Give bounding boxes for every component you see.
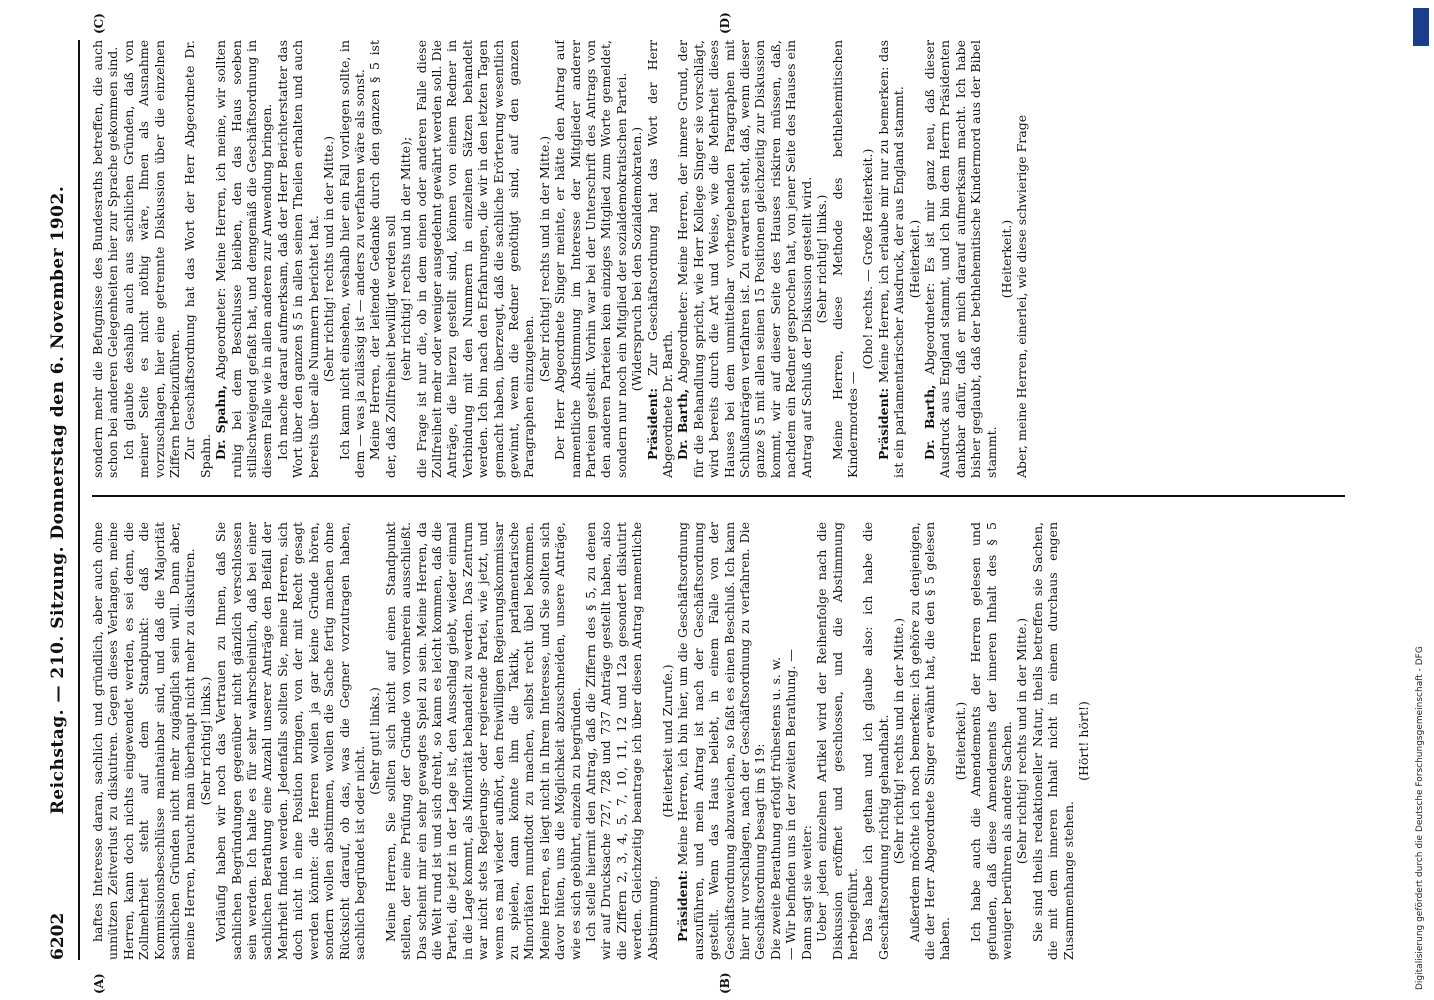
- paragraph: Ich stelle hiermit den Antrag, daß die Ziffern des § 5, zu denen wir auf Drucksache 727, 728 und 737 Anträge gestellt haben, also die Ziffern 2, 3, 4, 5, 7, 10, 11, 12 und 12a gesondert diskutirt werden. Gleichzeitig beantrage ich über diesen Antrag namentliche Abstimmung.: [583, 522, 660, 960]
- paragraph: Ich habe auch die Amendements der Herren gelesen und gefunden, daß diese Amendements der inneren Inhalt des § 5 weniger berühren als andere Sachen.: [968, 522, 1014, 960]
- paragraph: Ich kann nicht einsehen, weshalb hier ein Fall vorliegen sollte, in dem — was ja zulässig ist — anders zu verfahren wäre als sonst.: [336, 40, 367, 478]
- paragraph: Meine Herren, diese Methode des bethlehemitischen Kindermordes —: [829, 40, 860, 478]
- interjection-line: (Sehr richtig! rechts und in der Mitte.): [1014, 617, 1030, 865]
- paragraph: Der Herr Abgeordnete Singer meinte, er hätte den Antrag auf namentliche Abstimmung im Interesse der Mitglieder anderer Parteien gestellt. Vorhin war bei der Unterschrift des Antrags von den anderen Parteien kein einziges Mitglied zum Worte gemeldet, sondern nur noch ein Mitglied der sozialdemokratischen Partei.: [552, 40, 629, 478]
- margin-marker-a: (A): [92, 973, 106, 994]
- paragraph: Dr. Barth, Abgeordneter: Es ist mir ganz neu, daß dieser Ausdruck aus England stammt, und ich bin dem Herrn Präsidenten dankbar dafür, daß er mich darauf aufmerksam macht. Ich habe bisher geglaubt, daß der bethlehemitische Kindermord aus der Bibel stammt.: [921, 40, 999, 478]
- column-divider: [92, 495, 1345, 497]
- interjection-line: (Sehr richtig! rechts und in der Mitte.): [321, 135, 337, 383]
- paragraph: haftes Interesse daran, sachlich und gründlich, aber auch ohne unnützen Zeitverlust zu diskutiren. Gegen dieses Verlangen, meine Herren, kann doch nichts eingewendet werden, es sei denn, die Zollmehrheit steht auf dem Standpunkt: daß die Kommissionsbeschlüsse maintainbar sind, und daß die Majorität sachlichen Gründen nicht mehr zugänglich sein will. Dann aber, meine Herren, braucht man überhaupt nicht mehr zu diskutiren.: [90, 522, 198, 960]
- paragraph: Vorläufig haben wir noch das Vertrauen zu Ihnen, daß Sie sachlichen Begründungen gegenüber nicht gänzlich verschlossen sein werden. Ich halte es für sehr wahrscheinlich, daß bei einer sachlichen Berathung eine Anzahl unserer Anträge den Beifall der Mehrheit finden werden. Jedenfalls sollten Sie, meine Herren, sich doch nicht in eine Position bringen, von der mit Recht gesagt werden könnte: die Herren wollen ja gar keine Gründe hören, sondern wollen abstimmen, wollen die Sache fertig machen ohne Rücksicht darauf, ob das, was die Gegner vorzutragen haben, sachlich begründet ist oder nicht.: [213, 522, 367, 960]
- paragraph: Ich mache darauf aufmerksam, daß der Herr Berichterstatter das Wort über den ganzen § 5 in allen seinen Theilen erhalten und auch bereits über alle Nummern berichtet hat.: [274, 40, 321, 478]
- digitization-watermark: [1410, 10, 1430, 990]
- paragraph: sondern mehr die Befugnisse des Bundesraths betreffen, die auch schon bei anderen Gelegenheiten hier zur Sprache gekommen sind.: [90, 40, 121, 478]
- interjection-line: (Sehr richtig! links.): [814, 194, 830, 324]
- interjection-line: (Widerspruch bei den Sozialdemokraten.): [629, 126, 645, 392]
- paragraph: Die zweite Berathung erfolgt frühestens u. s. w.: [767, 656, 783, 960]
- paragraph: Dr. Barth, Abgeordneter: Meine Herren, der innere Grund, der für die Behandlung spricht, wie Herr Kollege Singer sie vorschlägt, wird bereits durch die Art und Weise, wie die Mehrheit dieses Hauses bei dem unmittelbar vorhergehenden Paragraphen mit Schlußanträgen verfahren ist. Zu erwarten steht, daß, wenn dieser ganze § 5 mit allen seinen 15 Positionen gleichzeitig zur Diskussion kommt, wir auf dieser Seite des Hauses riskiren müssen, daß, nachdem ein Redner gesprochen hat, von jener Seite des Hauses ein Antrag auf Schluß der Diskussion gestellt wird.: [675, 40, 814, 478]
- interjection-line: (sehr richtig! rechts und in der Mitte);: [398, 136, 414, 382]
- margin-marker-d: (D): [718, 12, 732, 34]
- paragraph: die Frage ist nur die, ob in dem einen oder anderen Falle diese Zollfreiheit mehr oder weniger ausgedehnt gewährt werden soll. Die Anträge, die hierzu gestellt sind, können von einem Redner in Verbindung mit den Nummern in einzelnen Sätzen behandelt werden. Ich bin nach den Erfahrungen, die wir in den letzten Tagen gemacht haben, überzeugt, daß die sachliche Erörterung wesentlich gewinnt, wenn die Redner genöthigt sind, auf den ganzen Paragraphen einzugehen.: [413, 40, 537, 478]
- left-text-column: [90, 522, 1345, 960]
- interjection-line: (Sehr richtig! rechts und in der Mitte.): [536, 135, 552, 383]
- paragraph: Dr. Spahn, Abgeordneter: Meine Herren, ich meine, wir sollten ruhig bei dem Beschlusse bleiben, den das Haus soeben stillschweigend gefaßt hat, und demgemäß die Geschäftsordnung in diesem Falle wie in allen anderen zur Anwendung bringen.: [213, 40, 275, 478]
- paragraph: Ich glaubte deshalb auch aus sachlichen Gründen, daß von meiner Seite es nicht nöthig wäre, Ihnen als Ausnahme vorzuschlagen, hier eine getrennte Diskussion über die einzelnen Ziffern herbeizuführen.: [120, 40, 183, 478]
- paragraph: Aber, meine Herren, einerlei, wie diese schwierige Frage: [1014, 114, 1030, 478]
- page-number: 6202: [48, 912, 68, 960]
- page-header: [40, 40, 74, 960]
- margin-marker-b: (B): [718, 972, 732, 994]
- interjection-line: (Sehr gut! links.): [367, 687, 383, 795]
- interjection-line: (Sehr richtig! links.): [197, 676, 213, 806]
- paragraph: Präsident: Meine Herren, ich bin hier, um die Geschäftsordnung auszuführen, und mein Antrag ist nach der Geschäftsordnung gestellt. Wenn das Haus beliebt, in einem Falle von der Geschäftsordnung abzuweichen, so faßt es einen Beschluß. Ich kann hier nur vorschlagen, nach der Geschäftsordnung zu verfahren. Die Geschäftsordnung besagt im § 19:: [675, 522, 768, 960]
- interjection-line: (Heiterkeit.): [952, 701, 968, 781]
- paragraph: Ueber jeden einzelnen Artikel wird der Reihenfolge nach die Diskussion eröffnet und geschlossen, und die Abstimmung herbeigeführt.: [814, 522, 860, 960]
- paragraph: Sie sind theils redaktioneller Natur, theils betreffen sie Sachen, die mit dem inneren Inhalt nicht in einem durchaus engen Zusammenhange stehen.: [1029, 522, 1076, 960]
- paragraph: Außerdem möchte ich noch bemerken: ich gehöre zu denjenigen, die der Herr Abgeordnete Singer erwähnt hat, die den § 5 gelesen haben.: [906, 522, 953, 960]
- paragraph: — Wir befinden uns in der zweiten Berathung. —: [783, 649, 799, 960]
- paragraph: Das habe ich gethan und ich glaube also: ich habe die Geschäftsordnung richtig gehandhabt.: [860, 522, 891, 960]
- paragraph: Präsident: Meine Herren, ich erlaube mir nur zu bemerken: das ist ein parlamentarischer Ausdruck, der aus England stammt.: [875, 40, 907, 478]
- interjection-line: (Heiterkeit.): [906, 219, 922, 299]
- paragraph: Präsident: Zur Geschäftsordnung hat das Wort der Herr Abgeordnete Dr. Barth.: [644, 40, 676, 478]
- interjection-line: (Heiterkeit und Zurufe.): [660, 664, 676, 818]
- interjection-line: (Hört! hört!): [1076, 701, 1091, 781]
- right-text-column: [90, 40, 1345, 478]
- margin-marker-c: (C): [92, 13, 106, 34]
- running-title: Reichstag. — 210. Sitzung. Donnerstag den 6. November 1902.: [48, 185, 68, 815]
- interjection-line: (Oho! rechts. — Große Heiterkeit.): [860, 148, 876, 370]
- header-rule: [78, 40, 80, 960]
- paragraph: Meine Herren, der leitende Gedanke durch den ganzen § 5 ist der, daß Zollfreiheit bewilligt werden soll: [367, 40, 398, 478]
- paragraph: Zur Geschäftsordnung hat das Wort der Herr Abgeordnete Dr. Spahn.: [182, 40, 213, 478]
- watermark-text: Digitalisierung gefördert durch die Deutsche Forschungsgemeinschaft - DFG: [1415, 646, 1425, 990]
- paragraph: Meine Herren, Sie sollten sich nicht auf einen Standpunkt stellen, der eine Prüfung der Gründe von vornherein ausschließt. Das scheint mir ein sehr gewagtes Spiel zu sein. Meine Herren, da die Welt rund ist und sich dreht, so kann es leicht kommen, daß die Partei, die jetzt in der Lage ist, den Ausschlag giebt, wieder einmal in die Lage kommt, als Minorität behandelt zu werden. Das Zentrum war nicht stets Regierungs- oder regierende Partei, wie jetzt, und wenn es mal wieder aufhört, den freiwilligen Regierungskommissar zu spielen, dann könnte ihm die Taktik, parlamentarische Minoritäten mundtodt zu machen, selbst recht übel bekommen. Meine Herren, es liegt nicht in Ihrem Interesse, und Sie sollten sich davor hüten, uns die Möglichkeit abzuschneiden, unsere Anträge, wie es sich gebührt, einzeln zu begründen.: [382, 522, 583, 960]
- paragraph: Dann sagt sie weiter:: [798, 825, 814, 960]
- interjection-line: (Sehr richtig! rechts und in der Mitte.): [891, 617, 907, 865]
- interjection-line: (Heiterkeit.): [998, 219, 1014, 299]
